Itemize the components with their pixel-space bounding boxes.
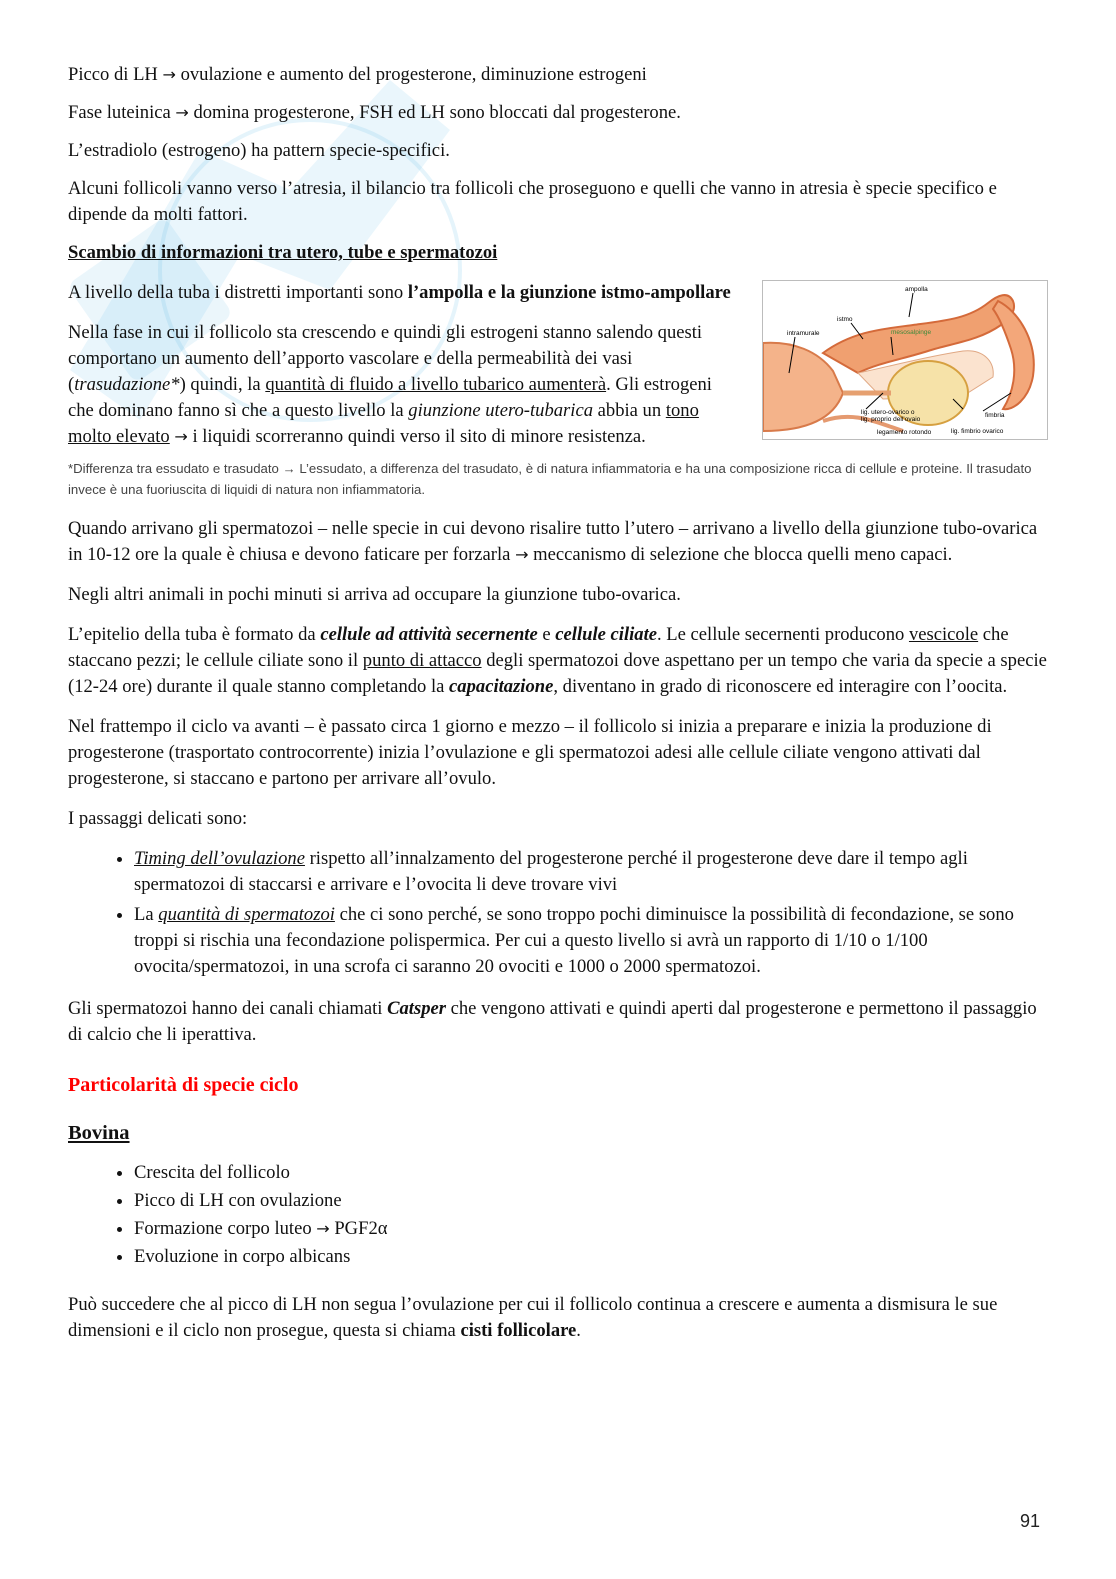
paragraph-lh: Picco di LH → ovulazione e aumento del progesterone, diminuzione estrogeni: [68, 64, 647, 85]
list-item: • Evoluzione in corpo albicans: [134, 1244, 1048, 1270]
figure-label-lig-rotondo: legamento rotondo: [877, 429, 932, 436]
arrow-icon: →: [316, 1219, 330, 1238]
section-title-scambio: Scambio di informazioni tra utero, tube e spermatozoi: [68, 242, 498, 263]
figure-label-ampolla: ampolla: [905, 286, 928, 293]
list-item: • Timing dell’ovulazione rispetto all’innalzamento del progesterone perché il progesterone deve dare il tempo agli spermatozoi di staccarsi e arrivare e l’ovocita li deve trovare vivi: [134, 846, 1048, 898]
paragraph-catsper: Gli spermatozoi hanno dei canali chiamati Catsper che vengono attivati e quindi aperti dal progesterone e permettono il passaggio di calcio che li iperattiva.: [68, 998, 1037, 1045]
list-passaggi: [68, 846, 1048, 980]
paragraph-atresia: Alcuni follicoli vanno verso l’atresia, il bilancio tra follicoli che proseguono e quelli che vanno in atresia è specie specifico e dipende da molti fattori.: [68, 178, 997, 225]
list-bovina: [68, 1160, 1048, 1270]
main-column: [68, 62, 1048, 1358]
list-item: • Picco di LH con ovulazione: [134, 1188, 1048, 1214]
footnote-essudato: *Differenza tra essudato e trasudato → L’essudato, a differenza del trasudato, è di natura infiammatoria e ha una composizione ricca di cellule e proteine. Il trasudato invece è una fuoriuscita di liquidi di natura non infiammatoria.: [68, 461, 1032, 497]
list-item: • La quantità di spermatozoi che ci sono perché, se sono troppo pochi diminuisce la possibilità di fecondazione, se sono troppi si rischia una fecondazione polispermica. Per cui a questo livello si avrà un rapporto di 1/10 o 1/100 ovocita/spermatozoi, in una scrofa ci saranno 20 ovociti e 1000 o 2000 spermatozoi.: [134, 902, 1048, 980]
arrow-icon: →: [515, 545, 529, 564]
oviduct-figure: [762, 280, 1048, 440]
paragraph-spermatozoi-arrivo: Quando arrivano gli spermatozoi – nelle specie in cui devono risalire tutto l’utero – arrivano a livello della giunzione tubo-ovarica in 10-12 ore la quale è chiusa e devono faticare per forzarla → meccanismo di selezione che blocca quelli meno capaci.: [68, 518, 1038, 565]
paragraph-epitelio: L’epitelio della tuba è formato da cellule ad attività secernente e cellule ciliate. Le cellule secernenti producono vescicole che staccano pezzi; le cellule ciliate sono il punto di attacco degli spermatozoi dove aspettano per un tempo che varia da specie a specie (12-24 ore) durante il quale stanno completando la capacitazione, diventano in grado di riconoscere ed interagire con l’oocita.: [68, 624, 1047, 697]
figure-label-mesosalpinge: mesosalpinge: [891, 329, 932, 336]
paragraph-ampolla: A livello della tuba i distretti importanti sono l’ampolla e la giunzione istmo-ampollare: [68, 282, 731, 303]
list-item: • Formazione corpo luteo → PGF2α: [134, 1216, 1048, 1242]
paragraph-altri-animali: Negli altri animali in pochi minuti si arriva ad occupare la giunzione tubo-ovarica.: [68, 584, 681, 605]
figure-label-lig-fimbrio: lig. fimbrio ovarico: [951, 428, 1004, 435]
figure-label-istmo: istmo: [837, 316, 853, 323]
paragraph-luteinica: Fase luteinica → domina progesterone, FSH ed LH sono bloccati dal progesterone.: [68, 102, 681, 123]
figure-label-lig-utero: lig. utero-ovarico o: [861, 409, 915, 416]
paragraph-estradiolo: L’estradiolo (estrogeno) ha pattern specie-specifici.: [68, 140, 450, 161]
paragraph-ciclo-avanti: Nel frattempo il ciclo va avanti – è passato circa 1 giorno e mezzo – il follicolo si inizia a preparare e inizia la produzione di progesterone (trasportato controcorrente) inizia l’ovulazione e gli spermatozoi adesi alle cellule ciliate vengono attivati dal progesterone, si staccano e partono per arrivare all’ovulo.: [68, 716, 992, 789]
page-number: 91: [1019, 1511, 1040, 1531]
oviduct-diagram-icon: [763, 281, 1047, 439]
section-title-particolarita: Particolarità di specie ciclo: [68, 1074, 299, 1096]
arrow-icon: →: [174, 427, 188, 446]
arrow-icon: →: [175, 103, 189, 122]
list-item: • Crescita del follicolo: [134, 1160, 1048, 1186]
paragraph-fase-follicolo: Nella fase in cui il follicolo sta crescendo e quindi gli estrogeni stanno salendo questi comportano un aumento dell’apporto vascolare e della permeabilità dei vasi (trasudazione*) quindi, la quantità di fluido a livello tubarico aumenterà. Gli estrogeni che dominano fanno sì che a questo livello la giunzione utero-tubarica abbia un tono molto elevato → i liquidi scorreranno quindi verso il sito di minore resistenza.: [68, 322, 712, 447]
arrow-icon: →: [162, 65, 176, 84]
paragraph-cisti: Può succedere che al picco di LH non segua l’ovulazione per cui il follicolo continua a crescere e aumenta a dismisura le sue dimensioni e il ciclo non prosegue, questa si chiama cisti follicolare.: [68, 1294, 998, 1341]
figure-label-fimbria: fimbria: [985, 412, 1005, 419]
subsection-title-bovina: Bovina: [68, 1122, 130, 1144]
figure-label-lig-utero-2: lig. proprio dell’ovaio: [861, 416, 921, 423]
paragraph-passaggi: I passaggi delicati sono:: [68, 808, 248, 829]
figure-label-intramurale: intramurale: [787, 330, 820, 337]
